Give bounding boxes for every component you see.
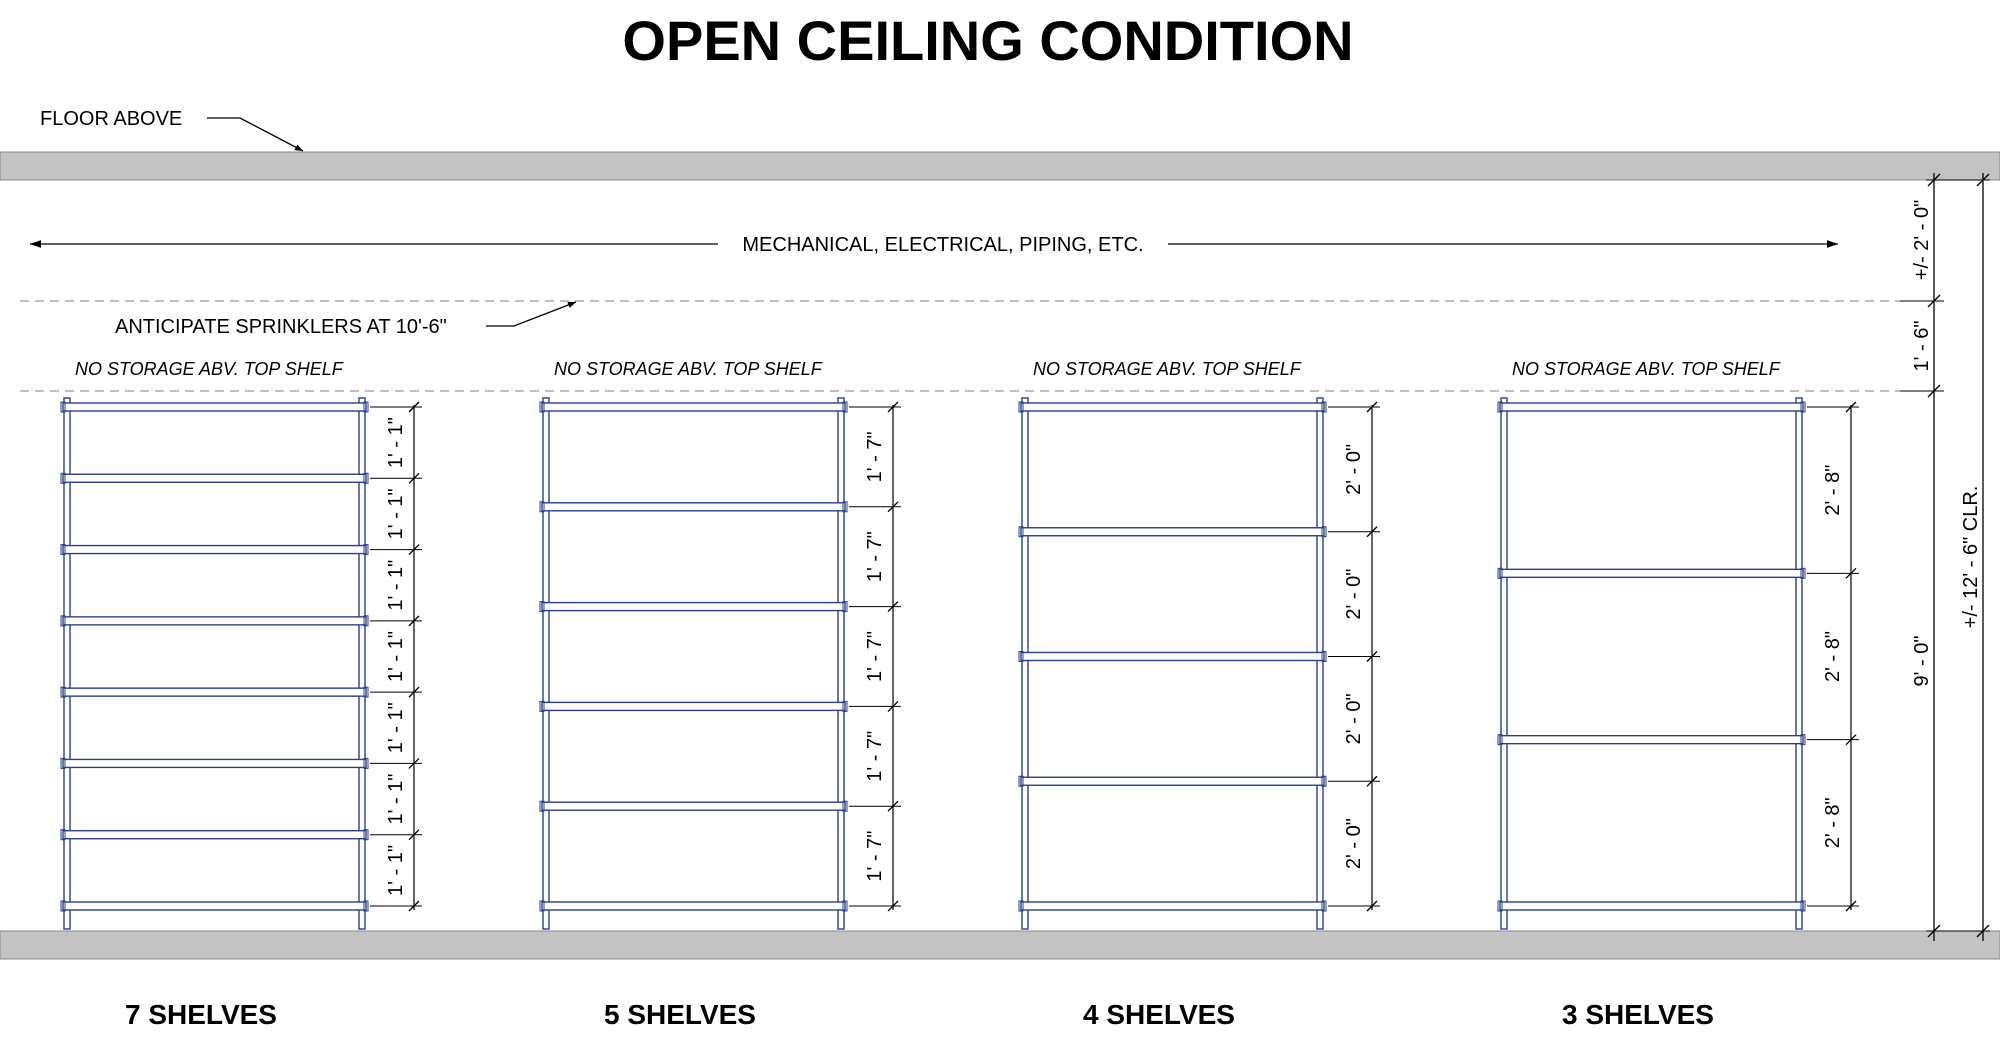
- dim-sprinkler-gap: 1' - 6": [1911, 320, 1933, 372]
- shelf-spacing-label: 2' - 8": [1822, 797, 1844, 849]
- rack-upright: [1796, 398, 1802, 929]
- shelf-spacing-label: 2' - 8": [1822, 464, 1844, 516]
- shelf-spacing-label: 1' - 7": [864, 631, 886, 682]
- dim-storage-height: 9' - 0": [1911, 635, 1933, 687]
- shelving-units: [61, 359, 1859, 1030]
- shelf: [542, 503, 845, 511]
- shelving-unit: [540, 359, 901, 1030]
- floor-above-slab: [0, 152, 2000, 180]
- shelf: [63, 546, 366, 554]
- floor-slab: [0, 931, 2000, 959]
- unit-caption: 7 SHELVES: [125, 999, 277, 1030]
- shelf: [1500, 902, 1803, 910]
- shelf-spacing-label: 1' - 1": [385, 773, 407, 825]
- shelf: [63, 474, 366, 482]
- shelf: [63, 688, 366, 696]
- shelf-spacing-label: 2' - 0": [1343, 443, 1365, 495]
- shelf: [63, 902, 366, 910]
- sprinkler-label: ANTICIPATE SPRINKLERS AT 10'-6": [115, 316, 447, 338]
- shelf: [1021, 777, 1324, 785]
- shelf: [1500, 569, 1803, 577]
- shelf-spacing-label: 2' - 0": [1343, 693, 1365, 745]
- shelf: [1021, 403, 1324, 411]
- diagram-title: OPEN CEILING CONDITION: [622, 9, 1354, 72]
- unit-note: NO STORAGE ABV. TOP SHELF: [75, 359, 343, 379]
- shelf-spacing-label: 1' - 1": [385, 417, 407, 469]
- shelf-spacing-label: 2' - 0": [1343, 568, 1365, 620]
- shelf: [63, 403, 366, 411]
- shelf-spacing-label: 1' - 1": [385, 631, 407, 682]
- shelf: [63, 617, 366, 625]
- shelf-spacing-label: 1' - 1": [385, 702, 407, 754]
- mep-label: MECHANICAL, ELECTRICAL, PIPING, ETC.: [742, 234, 1144, 256]
- shelf: [542, 603, 845, 611]
- floor-above-leader: [207, 118, 303, 151]
- shelf: [542, 702, 845, 710]
- shelf: [1021, 902, 1324, 910]
- shelf: [542, 902, 845, 910]
- shelf-spacing-label: 2' - 8": [1822, 631, 1844, 682]
- shelving-unit: [1019, 359, 1380, 1030]
- sprinkler-leader: [486, 302, 576, 326]
- rack-upright: [1501, 398, 1507, 929]
- shelf-spacing-label: 2' - 0": [1343, 818, 1365, 870]
- shelving-unit: [1498, 359, 1859, 1030]
- rack-upright: [1317, 398, 1323, 929]
- shelf-spacing-label: 1' - 1": [385, 559, 407, 611]
- shelf: [1021, 528, 1324, 536]
- shelf-spacing-label: 1' - 1": [385, 844, 407, 896]
- rack-upright: [543, 398, 549, 929]
- right-dimensions: [1900, 173, 1990, 941]
- shelf: [542, 802, 845, 810]
- shelf: [1500, 403, 1803, 411]
- shelving-unit: [61, 359, 422, 1030]
- shelf-spacing-label: 1' - 7": [864, 531, 886, 583]
- shelf-spacing-label: 1' - 7": [864, 830, 886, 882]
- shelf: [1021, 653, 1324, 661]
- dim-overall-clear: +/- 12' - 6" CLR.: [1960, 485, 1982, 629]
- unit-note: NO STORAGE ABV. TOP SHELF: [1033, 359, 1301, 379]
- rack-upright: [1022, 398, 1028, 929]
- floor-above-label: FLOOR ABOVE: [40, 108, 183, 130]
- shelf-spacing-label: 1' - 7": [864, 431, 886, 483]
- unit-caption: 3 SHELVES: [1562, 999, 1714, 1030]
- unit-note: NO STORAGE ABV. TOP SHELF: [554, 359, 822, 379]
- rack-upright: [838, 398, 844, 929]
- shelf: [63, 759, 366, 767]
- shelf: [63, 831, 366, 839]
- shelf-spacing-label: 1' - 1": [385, 488, 407, 540]
- dim-top-zone: +/- 2' - 0": [1911, 199, 1933, 281]
- unit-caption: 5 SHELVES: [604, 999, 756, 1030]
- shelf: [542, 403, 845, 411]
- unit-caption: 4 SHELVES: [1083, 999, 1235, 1030]
- shelf: [1500, 736, 1803, 744]
- shelf-spacing-label: 1' - 7": [864, 730, 886, 782]
- unit-note: NO STORAGE ABV. TOP SHELF: [1512, 359, 1780, 379]
